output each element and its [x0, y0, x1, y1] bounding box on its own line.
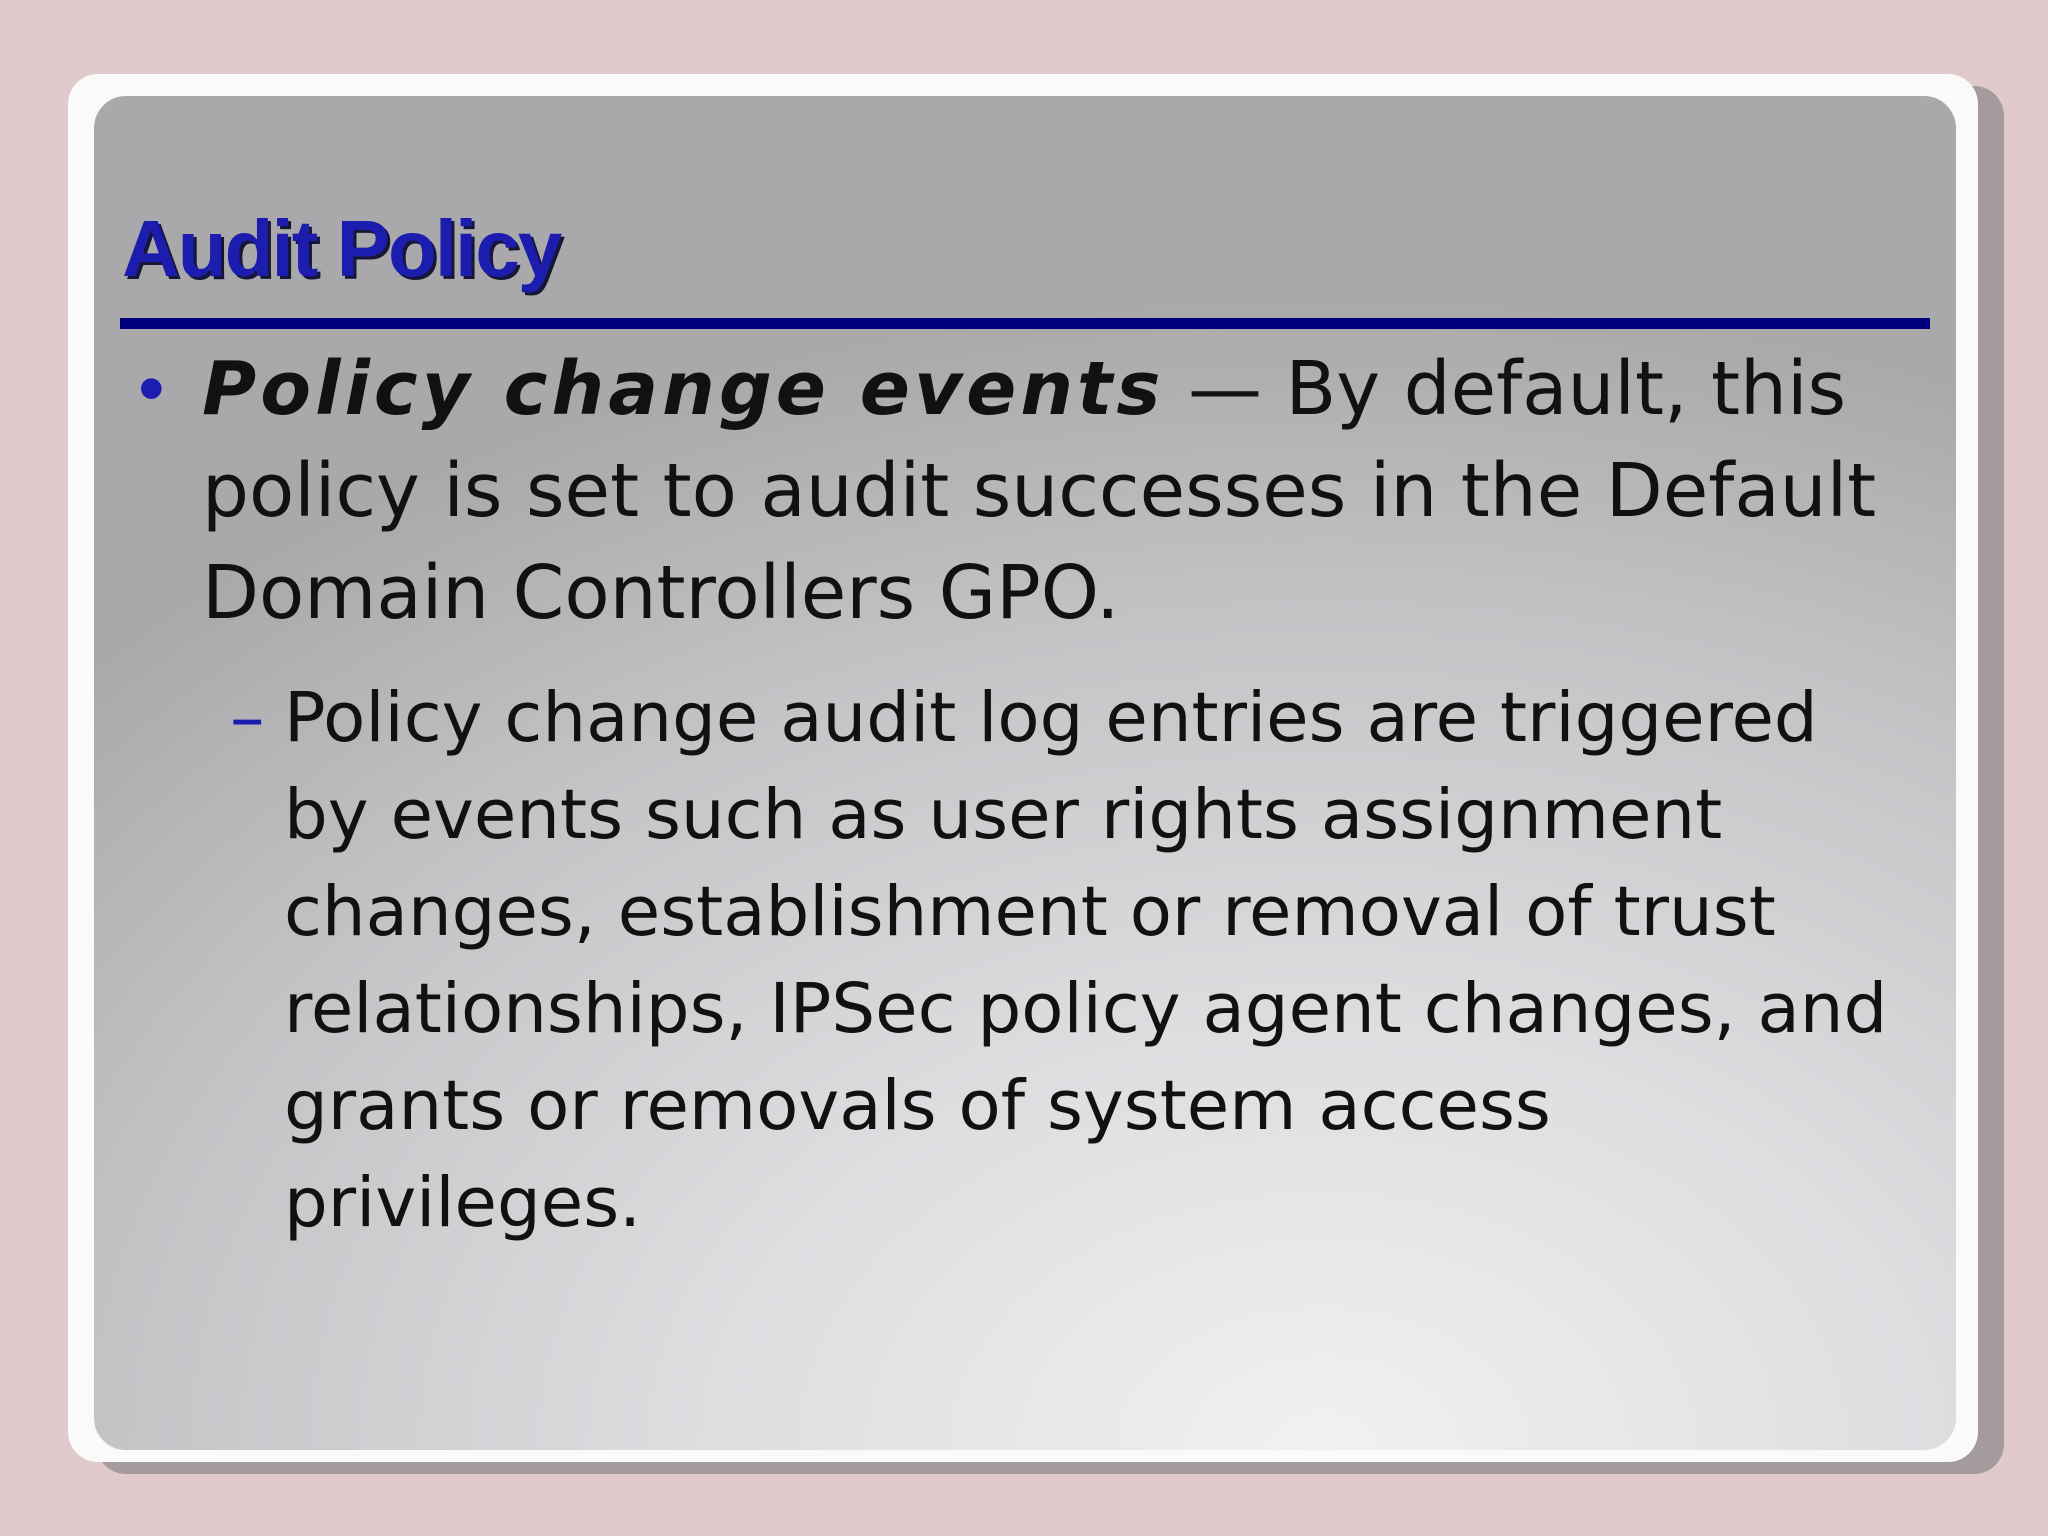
bullet-lead-term: Policy change events [202, 346, 1165, 432]
slide-title: Audit Policy [122, 204, 561, 293]
sub-bullet-text: Policy change audit log entries are triggered by events such as user rights assignment changes, establishment or removal of trust relationships, IPSec policy agent changes, and grants or removals of system access privileges. [284, 678, 1888, 1243]
slide [94, 96, 1956, 1450]
bullet-text [202, 338, 1922, 644]
sub-bullet-marker: – [230, 678, 265, 758]
title-underline [120, 318, 1930, 329]
bullet-body: — By default, this policy is set to audit successes in the Default Domain Controllers GPO. [202, 346, 1877, 636]
bullet-marker: • [138, 346, 165, 431]
